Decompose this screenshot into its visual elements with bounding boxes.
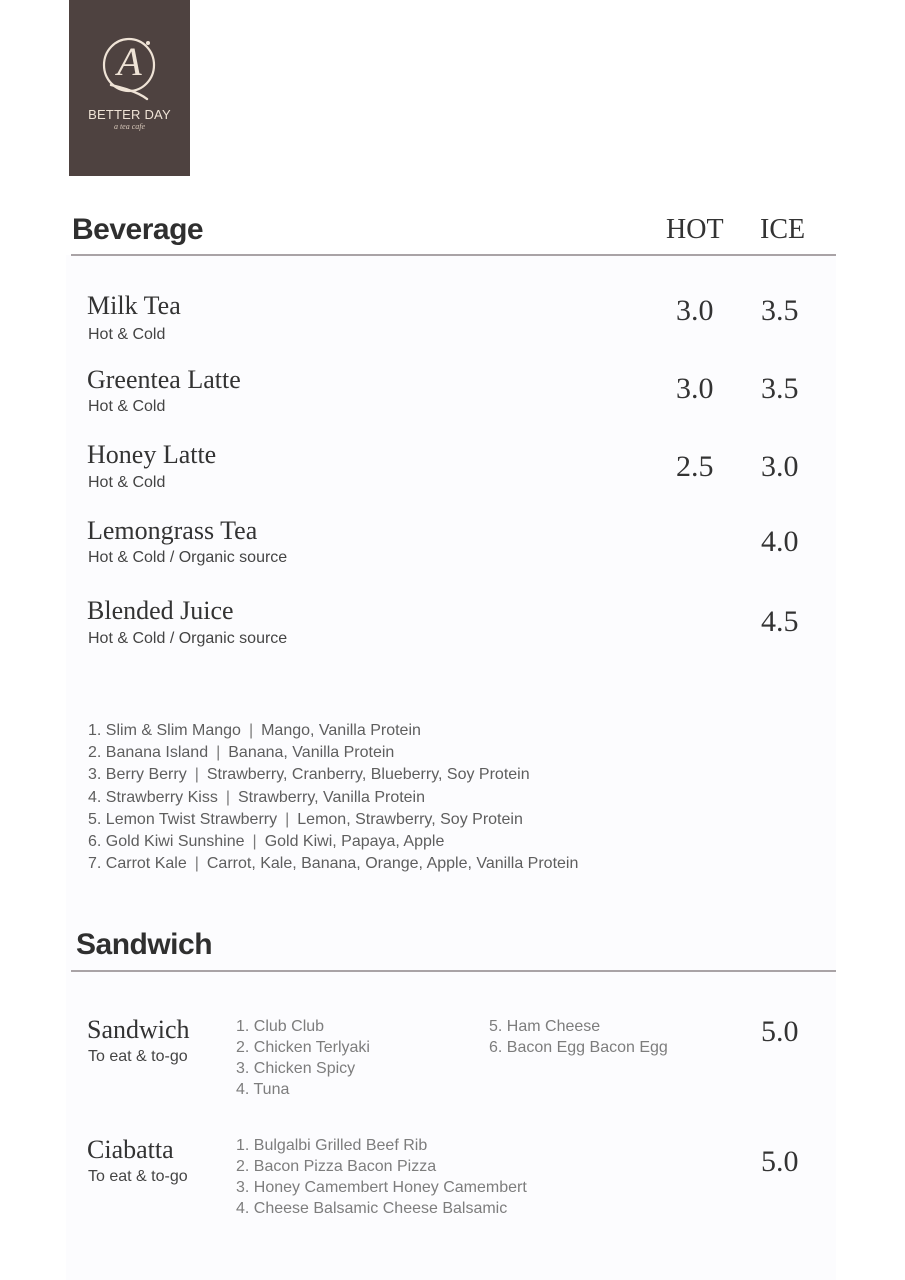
logo-tagline: a tea cafe (113, 122, 146, 131)
item-subtitle: Hot & Cold (88, 398, 166, 415)
ice-price: 4.5 (761, 605, 799, 638)
item-subtitle: Hot & Cold (88, 474, 166, 491)
hot-column-header: HOT (666, 214, 724, 245)
sandwich-options-col2 (489, 1016, 668, 1058)
hot-price: 2.5 (676, 450, 714, 483)
juice-ingredients: Lemon, Strawberry, Soy Protein (297, 810, 523, 828)
separator: | (252, 833, 257, 851)
juice-ingredients: Strawberry, Vanilla Protein (237, 788, 426, 806)
item-subtitle: To eat & to-go (88, 1048, 188, 1065)
item-name: Milk Tea (87, 291, 181, 320)
list-item (88, 742, 578, 764)
item-name: Honey Latte (87, 440, 217, 469)
option-item: 1. Club Club (236, 1018, 325, 1035)
item-subtitle: Hot & Cold (88, 326, 166, 343)
juice-name: 2. Banana Island (88, 744, 209, 762)
option-item: 1. Bulgalbi Grilled Beef Rib (236, 1137, 428, 1154)
beverage-section-title: Beverage (72, 213, 204, 246)
ice-price: 3.5 (761, 294, 799, 327)
juice-name: 1. Slim & Slim Mango (88, 722, 241, 739)
ice-price: 3.5 (761, 372, 799, 405)
option-item: 2. Chicken Terlyaki (236, 1039, 370, 1056)
list-item (88, 809, 578, 831)
list-item (88, 831, 578, 853)
juice-name: 4. Strawberry Kiss (88, 788, 218, 806)
item-name: Ciabatta (87, 1135, 174, 1164)
separator: | (248, 722, 254, 739)
option-item: 6. Bacon Egg Bacon Egg (489, 1039, 668, 1056)
brand-logo (69, 0, 190, 176)
hot-price: 3.0 (676, 294, 714, 327)
logo-glyph: A (117, 39, 142, 84)
ciabatta-options (236, 1135, 527, 1219)
option-item: 4. Tuna (236, 1081, 290, 1098)
juice-ingredients: Mango, Vanilla Protein (261, 722, 421, 739)
option-item: 3. Chicken Spicy (236, 1060, 356, 1077)
item-subtitle: To eat & to-go (88, 1168, 188, 1185)
juice-name: 3. Berry Berry (88, 766, 187, 784)
item-name: Sandwich (87, 1015, 190, 1044)
option-item: 4. Cheese Balsamic Cheese Balsamic (236, 1200, 508, 1217)
list-item (88, 787, 578, 809)
logo-brand-name: BETTER DAY (88, 107, 171, 122)
separator: | (194, 855, 199, 873)
item-subtitle: Hot & Cold / Organic source (88, 549, 288, 566)
hot-price: 3.0 (676, 372, 714, 405)
separator: | (285, 810, 290, 828)
item-name: Blended Juice (87, 596, 234, 625)
juice-name: 7. Carrot Kale (88, 855, 187, 873)
blended-juice-list (88, 720, 578, 875)
list-item (88, 720, 578, 742)
separator: | (225, 788, 230, 806)
beverage-divider (71, 254, 836, 256)
list-item (88, 853, 578, 875)
separator: | (216, 744, 221, 762)
ice-price: 4.0 (761, 525, 799, 558)
option-item: 3. Honey Camembert Honey Camembert (236, 1179, 527, 1196)
item-name: Lemongrass Tea (87, 516, 258, 545)
ice-column-header: ICE (760, 214, 806, 245)
item-name: Greentea Latte (87, 365, 241, 394)
separator: | (194, 766, 199, 784)
option-item: 2. Bacon Pizza Bacon Pizza (236, 1158, 437, 1175)
sandwich-divider (71, 970, 836, 972)
juice-ingredients: Banana, Vanilla Protein (228, 744, 395, 762)
juice-ingredients: Strawberry, Cranberry, Blueberry, Soy Protein (206, 766, 530, 784)
juice-ingredients: Gold Kiwi, Papaya, Apple (264, 833, 445, 851)
juice-ingredients: Carrot, Kale, Banana, Orange, Apple, Vanilla Protein (206, 855, 579, 873)
option-item: 5. Ham Cheese (489, 1018, 601, 1035)
juice-name: 6. Gold Kiwi Sunshine (88, 833, 245, 851)
list-item (88, 764, 578, 786)
item-price: 5.0 (761, 1145, 799, 1178)
juice-name: 5. Lemon Twist Strawberry (88, 810, 278, 828)
item-subtitle: Hot & Cold / Organic source (88, 630, 288, 647)
sandwich-options-col1 (236, 1016, 370, 1100)
item-price: 5.0 (761, 1015, 799, 1048)
ice-price: 3.0 (761, 450, 799, 483)
sandwich-section-title: Sandwich (76, 928, 213, 961)
